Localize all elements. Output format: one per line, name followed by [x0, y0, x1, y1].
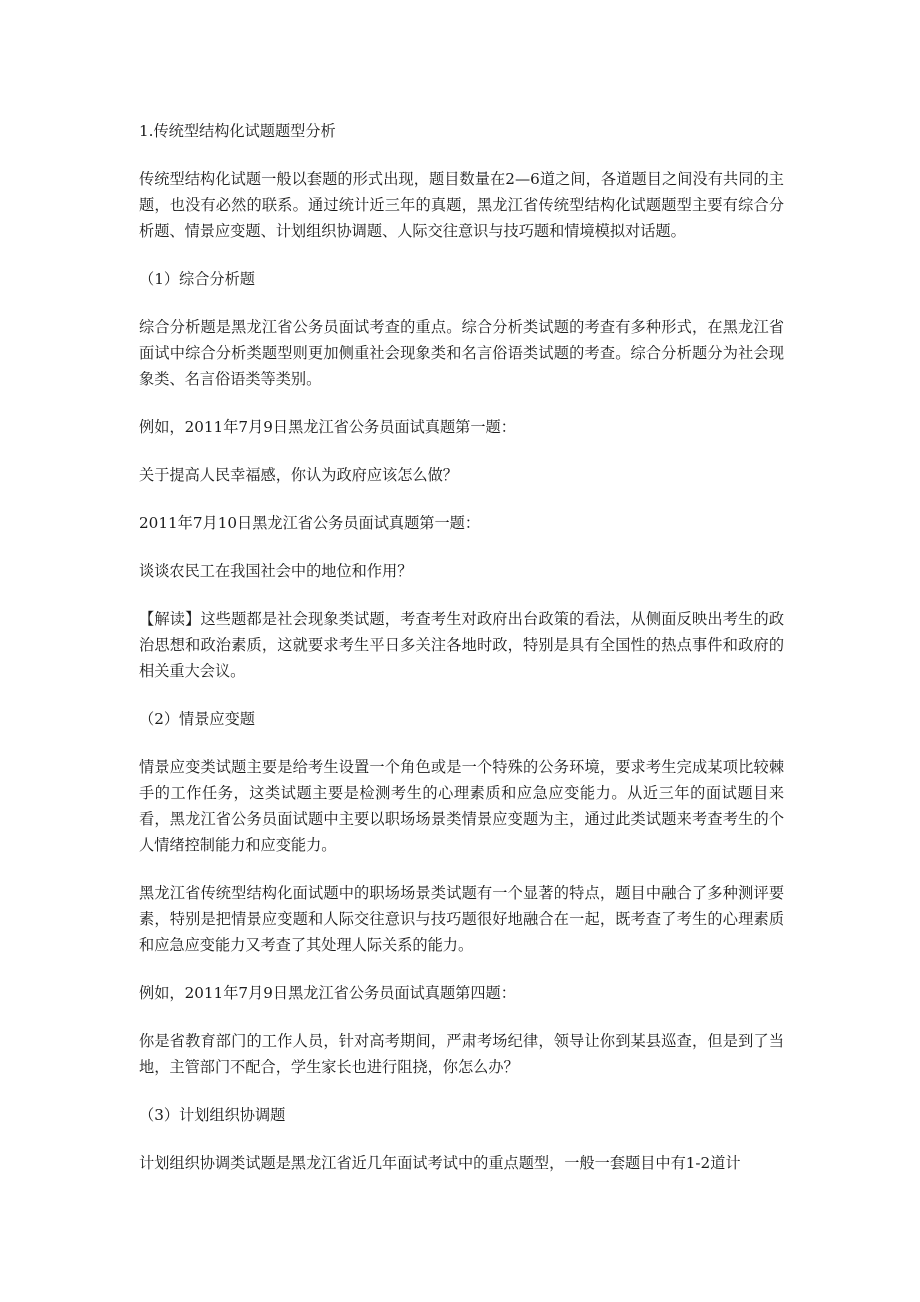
paragraph-question-2: 谈谈农民工在我国社会中的地位和作用？ [139, 562, 413, 580]
paragraph-question-3: 你是省教育部门的工作人员，针对高考期间，严肃考场纪律，领导让你到某县巡查，但是到了当地，主管部门不配合，学生家长也进行阻挠，你怎么办？ [139, 1032, 784, 1076]
paragraph-example-3: 例如，2011年7月9日黑龙江省公务员面试真题第四题： [139, 984, 516, 1002]
paragraph-question-1: 关于提高人民幸福感，你认为政府应该怎么做？ [139, 466, 458, 484]
paragraph-example-2: 2011年7月10日黑龙江省公务员面试真题第一题： [139, 514, 481, 532]
paragraph-example-1: 例如，2011年7月9日黑龙江省公务员面试真题第一题： [139, 418, 516, 436]
paragraph-workplace: 黑龙江省传统型结构化面试题中的职场场景类试题有一个显著的特点，题目中融合了多种测评要素，特别是把情景应变题和人际交往意识与技巧题很好地融合在一起，既考查了考生的心理素质和应急应变能力又考查了其处理人际关系的能力。 [139, 884, 784, 954]
section-title: 1.传统型结构化试题题型分析 [139, 122, 336, 140]
paragraph-situational: 情景应变类试题主要是给考生设置一个角色或是一个特殊的公务环境，要求考生完成某项比较棘手的工作任务，这类试题主要是检测考生的心理素质和应急应变能力。从近三年的面试题目来看，黑龙江省公务员面试题中主要以职场场景类情景应变题为主，通过此类试题来考查考生的个人情绪控制能力和应变能力。 [139, 758, 784, 854]
document-page [139, 118, 784, 1198]
subsection-heading-3: （3）计划组织协调题 [139, 1106, 286, 1124]
paragraph-analysis: 综合分析题是黑龙江省公务员面试考查的重点。综合分析类试题的考查有多种形式，在黑龙江省面试中综合分析类题型则更加侧重社会现象类和名言俗语类试题的考查。综合分析题分为社会现象类、名言俗语类等类别。 [139, 318, 784, 388]
subsection-heading-1: （1）综合分析题 [139, 270, 255, 288]
paragraph-planning: 计划组织协调类试题是黑龙江省近几年面试考试中的重点题型，一般一套题目中有1-2道计 [139, 1154, 741, 1172]
paragraph-interpretation: 【解读】这些题都是社会现象类试题，考查考生对政府出台政策的看法，从侧面反映出考生的政治思想和政治素质，这就要求考生平日多关注各地时政，特别是具有全国性的热点事件和政府的相关重大会议。 [139, 610, 784, 680]
paragraph-intro: 传统型结构化试题一般以套题的形式出现，题目数量在2—6道之间，各道题目之间没有共同的主题，也没有必然的联系。通过统计近三年的真题，黑龙江省传统型结构化试题题型主要有综合分析题、情景应变题、计划组织协调题、人际交往意识与技巧题和情境模拟对话题。 [139, 170, 784, 240]
subsection-heading-2: （2）情景应变题 [139, 710, 255, 728]
